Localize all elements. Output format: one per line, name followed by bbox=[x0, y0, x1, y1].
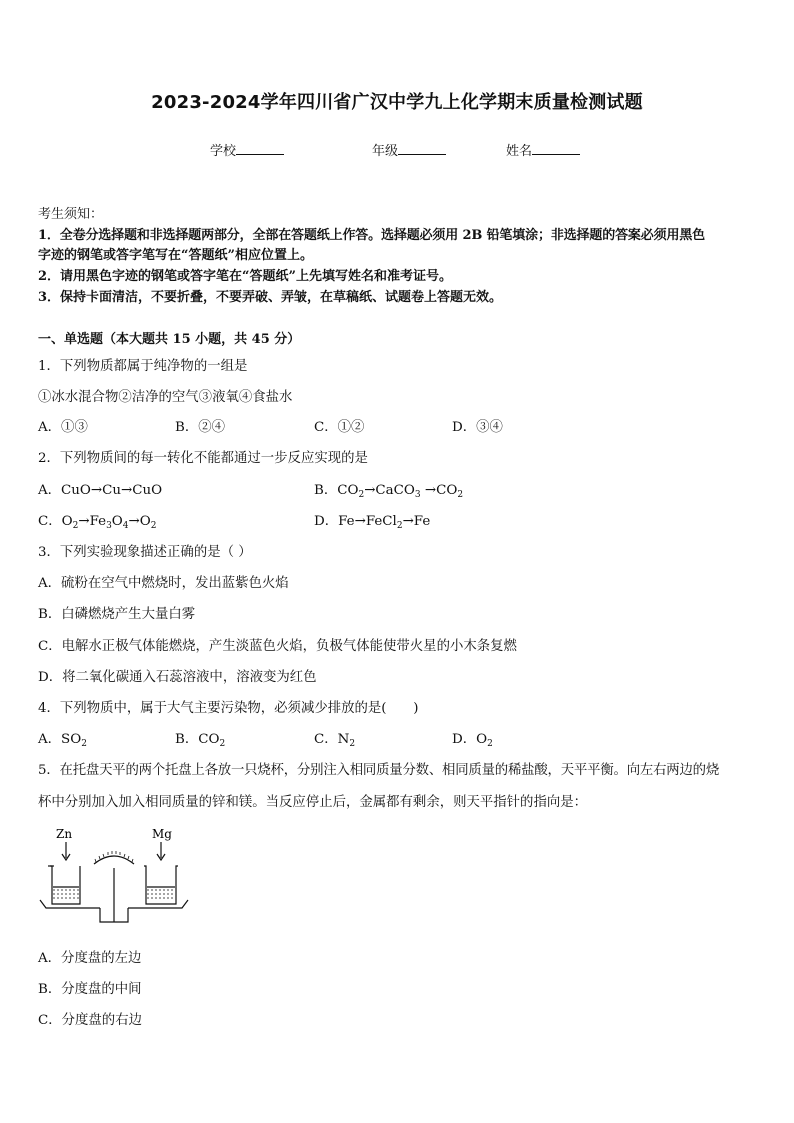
q2-b-sub1: 2 bbox=[358, 490, 365, 500]
q2-c-part2: →Fe bbox=[78, 514, 107, 529]
q2-option-d[interactable] bbox=[314, 510, 430, 529]
q3-stem: 3．下列实验现象描述正确的是（ ） bbox=[38, 545, 252, 560]
q2-b-part3: →CO bbox=[420, 483, 458, 498]
mg-arrow-icon bbox=[157, 842, 165, 860]
q2-stem: 2．下列物质间的每一转化不能都通过一步反应实现的是 bbox=[38, 451, 368, 466]
q4-c-text: C．N bbox=[314, 732, 350, 747]
q4-a-text: A．SO bbox=[38, 732, 82, 747]
q5-stem-line-2: 杯中分别加入加入相同质量的锌和镁。当反应停止后，金属都有剩余，则天平指针的指向是： bbox=[38, 795, 588, 810]
q2-c-sub1: 2 bbox=[72, 521, 79, 531]
right-beaker-icon bbox=[144, 866, 178, 904]
notice-heading: 考生须知： bbox=[38, 207, 104, 222]
q2-d-sub1: 2 bbox=[396, 521, 403, 531]
q1-items: ①冰水混合物②洁净的空气③液氧④食盐水 bbox=[38, 390, 293, 405]
q4-option-c[interactable] bbox=[314, 728, 355, 747]
notice-item-1-line-1: 1．全卷分选择题和非选择题两部分，全部在答题纸上作答。选择题必须用 2B 铅笔填涂；非选择题的答案必须用黑色 bbox=[38, 228, 706, 243]
q1-option-a[interactable]: A．①③ bbox=[38, 420, 88, 435]
q2-option-b[interactable] bbox=[314, 479, 463, 498]
q2-option-c[interactable] bbox=[38, 510, 156, 529]
notice-item-1-line-2: 字迹的钢笔或答字笔写在“答题纸”相应位置上。 bbox=[38, 248, 313, 263]
q2-c-sub4: 2 bbox=[150, 521, 157, 531]
q2-b-part1: B．CO bbox=[314, 483, 359, 498]
q4-b-text: B．CO bbox=[175, 732, 220, 747]
zn-arrow-icon bbox=[62, 842, 70, 860]
q1-option-c[interactable]: C．①② bbox=[314, 420, 365, 435]
q1-stem: 1．下列物质都属于纯净物的一组是 bbox=[38, 359, 248, 374]
grade-blank[interactable] bbox=[398, 142, 446, 155]
q3-option-b[interactable]: B．白磷燃烧产生大量白雾 bbox=[38, 607, 196, 622]
balance-pans-icon bbox=[40, 868, 188, 922]
left-beaker-icon bbox=[48, 866, 80, 904]
q3-option-d[interactable]: D．将二氧化碳通入石蕊溶液中，溶液变为红色 bbox=[38, 670, 317, 685]
name-blank[interactable] bbox=[532, 142, 580, 155]
school-label: 学校 bbox=[210, 144, 237, 159]
q4-a-sub: 2 bbox=[81, 739, 87, 749]
q2-c-part3: O bbox=[111, 514, 123, 529]
q2-b-part2: →CaCO bbox=[364, 483, 415, 498]
q2-b-sub3: 2 bbox=[457, 490, 464, 500]
q5-option-b[interactable]: B．分度盘的中间 bbox=[38, 982, 142, 997]
q5-option-c[interactable]: C．分度盘的右边 bbox=[38, 1013, 142, 1028]
q4-d-sub: 2 bbox=[487, 739, 493, 749]
q2-c-part1: C．O bbox=[38, 514, 73, 529]
grade-label: 年级 bbox=[372, 144, 399, 159]
q3-option-a[interactable]: A．硫粉在空气中燃烧时，发出蓝紫色火焰 bbox=[38, 576, 289, 591]
q4-c-sub: 2 bbox=[349, 739, 356, 749]
page-title: 2023-2024学年四川省广汉中学九上化学期末质量检测试题 bbox=[151, 92, 643, 113]
q2-c-sub3: 4 bbox=[122, 521, 129, 531]
q2-d-part1: D．Fe→FeCl bbox=[314, 514, 397, 529]
notice-item-2: 2．请用黑色字迹的钢笔或答字笔在“答题纸”上先填写姓名和准考证号。 bbox=[38, 269, 453, 284]
dial-scale-icon bbox=[94, 851, 134, 864]
q2-option-a[interactable]: A．CuO→Cu→CuO bbox=[38, 483, 163, 498]
q4-option-a[interactable] bbox=[38, 728, 87, 747]
q2-d-part2: →Fe bbox=[402, 514, 431, 529]
zn-label: Zn bbox=[56, 827, 73, 841]
q4-option-d[interactable] bbox=[452, 728, 493, 747]
notice-item-3: 3．保持卡面清洁，不要折叠，不要弄破、弄皱，在草稿纸、试题卷上答题无效。 bbox=[38, 290, 503, 305]
balance-figure bbox=[30, 822, 210, 927]
section-1-heading: 一、单选题（本大题共 15 小题，共 45 分） bbox=[38, 332, 301, 347]
school-field[interactable] bbox=[210, 140, 284, 159]
mg-label: Mg bbox=[152, 827, 172, 841]
school-blank[interactable] bbox=[236, 142, 284, 155]
q3-option-c[interactable]: C．电解水正极气体能燃烧，产生淡蓝色火焰，负极气体能使带火星的小木条复燃 bbox=[38, 639, 517, 654]
name-field[interactable] bbox=[506, 140, 580, 159]
q4-d-text: D．O bbox=[452, 732, 488, 747]
q5-stem-line-1: 5．在托盘天平的两个托盘上各放一只烧杯，分别注入相同质量分数、相同质量的稀盐酸，天平平衡。向左右两边的烧 bbox=[38, 763, 720, 778]
q1-option-d[interactable]: D．③④ bbox=[452, 420, 503, 435]
q2-c-sub2: 3 bbox=[106, 521, 112, 531]
q4-b-sub: 2 bbox=[219, 739, 226, 749]
q2-b-sub2: 3 bbox=[414, 490, 421, 500]
q1-option-b[interactable]: B．②④ bbox=[175, 420, 226, 435]
name-label: 姓名 bbox=[506, 144, 533, 159]
grade-field[interactable] bbox=[372, 140, 446, 159]
q5-option-a[interactable]: A．分度盘的左边 bbox=[38, 951, 142, 966]
q4-stem: 4．下列物质中，属于大气主要污染物，必须减少排放的是( ) bbox=[38, 701, 419, 716]
q2-c-part4: →O bbox=[128, 514, 151, 529]
q4-option-b[interactable] bbox=[175, 728, 225, 747]
